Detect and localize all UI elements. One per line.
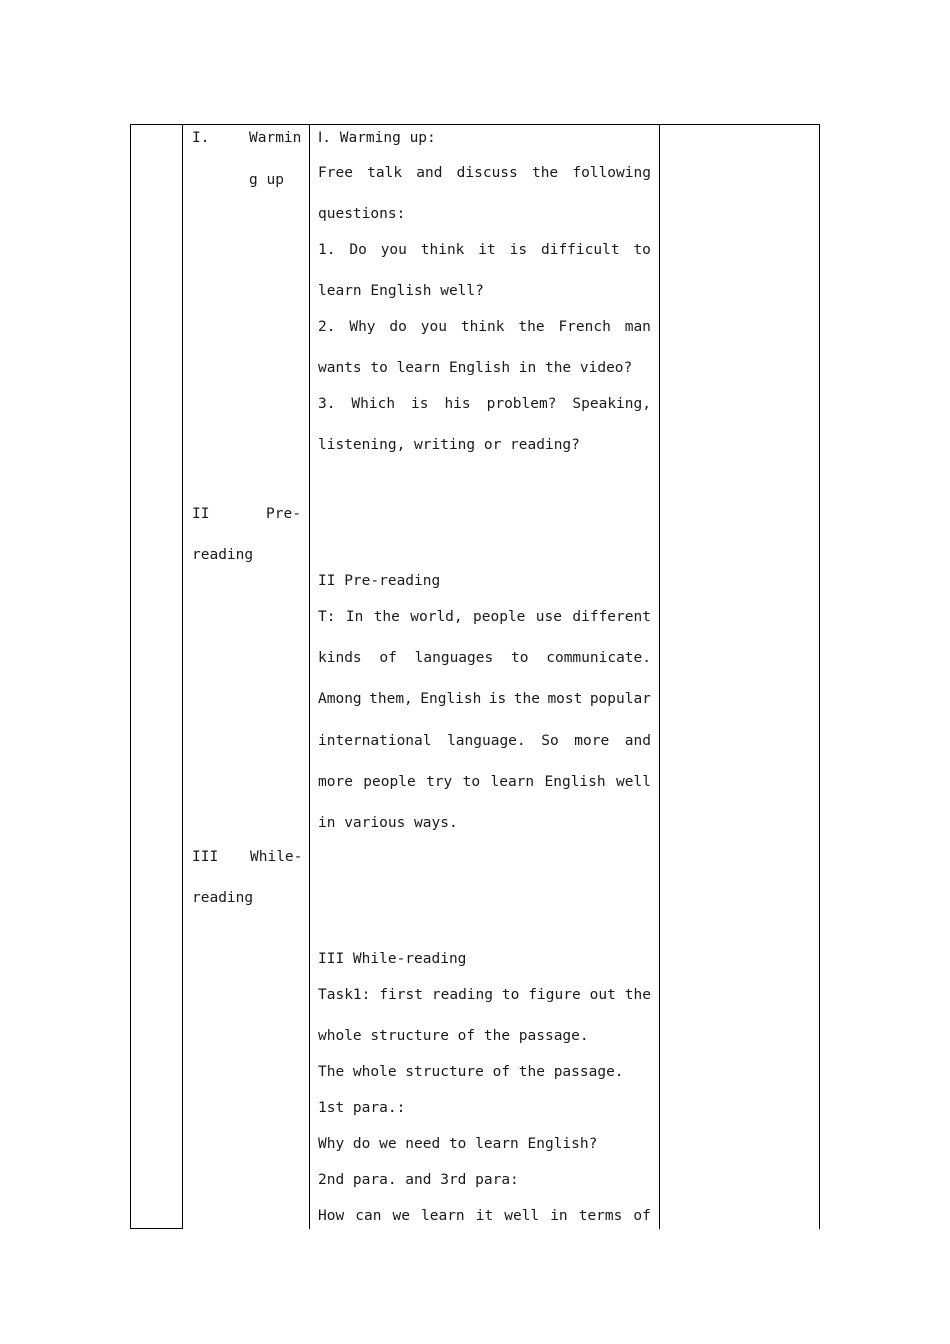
pre-reading-text-line-4: international language. So more and xyxy=(318,733,651,749)
structure-line: The whole structure of the passage. xyxy=(318,1064,624,1080)
pre-reading-text-line-6: in various ways. xyxy=(318,815,458,831)
pre-reading-text-line-1: T: In the world, people use different xyxy=(318,609,651,625)
stage-label-part: reading xyxy=(192,890,254,906)
paragraph-1-question: Why do we need to learn English? xyxy=(318,1136,598,1152)
table-left-border xyxy=(130,124,131,1229)
stage-label-part: III xyxy=(192,849,219,865)
stage-label-part: II xyxy=(192,506,210,522)
task-1-line-2: whole structure of the passage. xyxy=(318,1028,589,1044)
table-top-border xyxy=(130,124,820,125)
warming-up-intro-line-2: questions: xyxy=(318,206,406,222)
stage-label-part: Warmin xyxy=(249,130,302,146)
stage-label-part: While- xyxy=(250,849,303,865)
pre-reading-heading: II Pre-reading xyxy=(318,573,441,589)
paragraph-1-label: 1st para.: xyxy=(318,1100,406,1116)
stage-label-part: Pre- xyxy=(266,506,301,522)
stage-label-part: reading xyxy=(192,547,254,563)
while-reading-heading: III While-reading xyxy=(318,951,467,967)
pre-reading-text-line-3: Among them, English is the most popular xyxy=(318,691,651,707)
column-1-bottom-border xyxy=(130,1228,183,1229)
task-1-line-1: Task1: first reading to figure out the xyxy=(318,987,651,1003)
column-divider-3 xyxy=(659,124,660,1229)
question-3-line-1: 3. Which is his problem? Speaking, xyxy=(318,396,651,412)
question-3-line-2: listening, writing or reading? xyxy=(318,437,580,453)
question-2-line-1: 2. Why do you think the French man xyxy=(318,319,651,335)
warming-up-intro-line-1: Free talk and discuss the following xyxy=(318,165,651,181)
warming-up-heading: Ⅰ. Warming up: xyxy=(318,130,436,146)
pre-reading-text-line-2: kinds of languages to communicate. xyxy=(318,650,651,666)
stage-label-part: I. xyxy=(192,130,210,146)
question-2-line-2: wants to learn English in the video? xyxy=(318,360,633,376)
column-divider-2 xyxy=(309,124,310,1229)
question-1-line-1: 1. Do you think it is difficult to xyxy=(318,242,651,258)
column-divider-1 xyxy=(182,124,183,1229)
table-right-border xyxy=(819,124,820,1229)
question-1-line-2: learn English well? xyxy=(318,283,484,299)
stage-label-part: g up xyxy=(249,172,284,188)
paragraph-2-3-question: How can we learn it well in terms of xyxy=(318,1208,651,1224)
paragraph-2-3-label: 2nd para. and 3rd para: xyxy=(318,1172,519,1188)
pre-reading-text-line-5: more people try to learn English well xyxy=(318,774,651,790)
